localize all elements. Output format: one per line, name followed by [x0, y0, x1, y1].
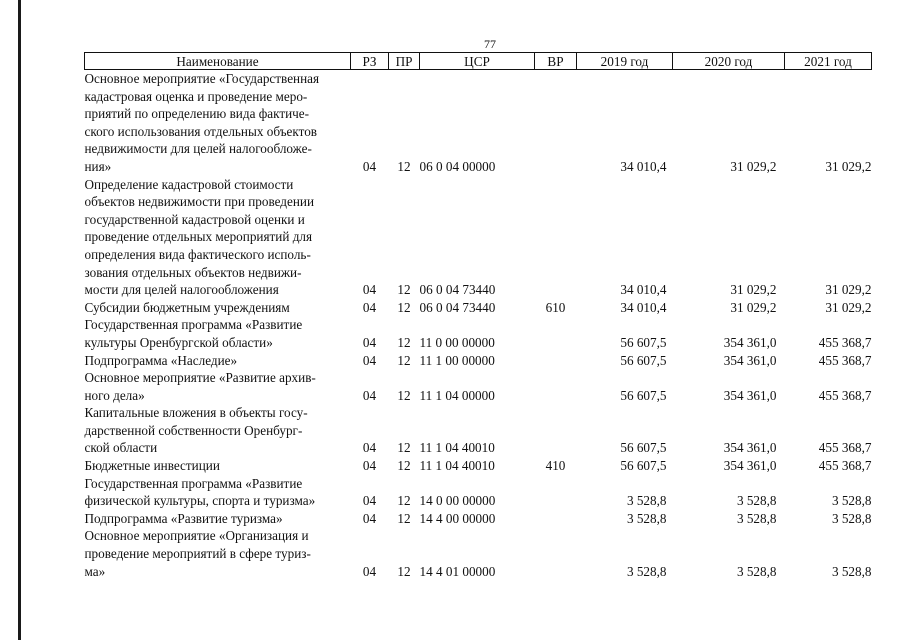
row-2020: 354 361,0 [723, 334, 777, 350]
header-csr: ЦСР [420, 53, 535, 70]
row-name-line: проведение мероприятий в сфере туриз- [84, 546, 311, 562]
table-row [85, 70, 872, 176]
row-2019: 56 607,5 [620, 334, 667, 350]
row-name [85, 352, 351, 370]
row-csr: 11 1 00 00000 [419, 352, 495, 368]
row-name-line: Подпрограмма «Наследие» [84, 352, 238, 368]
row-pr: 12 [397, 493, 411, 509]
row-vr [535, 475, 577, 510]
row-2020: 354 361,0 [723, 387, 777, 403]
header-2019: 2019 год [577, 53, 673, 70]
table-body [85, 70, 872, 581]
row-2021: 455 368,7 [818, 387, 872, 403]
row-2021: 455 368,7 [818, 334, 872, 350]
row-2021: 3 528,8 [831, 493, 872, 509]
header-vr: ВР [535, 53, 577, 70]
row-vr [535, 369, 577, 404]
table-row [85, 369, 872, 404]
table-row [85, 299, 872, 317]
table-row [85, 527, 872, 580]
row-name-line: приятий по определению вида фактиче- [84, 106, 310, 122]
row-2019: 3 528,8 [626, 510, 667, 526]
row-name [85, 70, 351, 176]
table-row [85, 352, 872, 370]
row-name-line: Основное мероприятие «Государственная [84, 71, 320, 86]
row-name-line: объектов недвижимости при проведении [84, 194, 315, 210]
page-number: 77 [484, 37, 496, 51]
row-2019: 3 528,8 [626, 563, 667, 579]
row-csr: 14 0 00 00000 [419, 493, 496, 509]
row-2019: 34 010,4 [620, 299, 667, 315]
row-csr: 11 1 04 00000 [419, 387, 495, 403]
row-rz: 04 [362, 563, 377, 579]
row-2021: 3 528,8 [831, 563, 872, 579]
row-pr: 12 [397, 440, 411, 456]
row-rz: 04 [362, 282, 377, 298]
row-rz: 04 [362, 387, 377, 403]
table-row [85, 510, 872, 528]
row-name-line: Подпрограмма «Развитие туризма» [84, 510, 283, 526]
header-rz: РЗ [351, 53, 389, 70]
row-vr: 410 [545, 458, 566, 474]
row-2020: 31 029,2 [730, 282, 777, 298]
row-rz: 04 [362, 458, 377, 474]
row-2021: 455 368,7 [818, 458, 872, 474]
row-csr: 06 0 04 00000 [419, 158, 496, 174]
row-name-line: определения вида фактического исполь- [84, 246, 311, 262]
page-left-edge [18, 0, 21, 640]
row-name-line: Основное мероприятие «Организация и [84, 528, 309, 544]
row-2019: 56 607,5 [620, 352, 667, 368]
row-rz: 04 [362, 510, 377, 526]
row-rz: 04 [362, 299, 377, 315]
row-rz: 04 [362, 334, 377, 350]
budget-table [84, 52, 872, 580]
row-pr: 12 [397, 334, 411, 350]
row-vr [535, 527, 577, 580]
row-2020: 31 029,2 [730, 299, 777, 315]
row-name-line: ского использования отдельных объектов [84, 123, 318, 139]
row-pr: 12 [397, 352, 411, 368]
row-name [85, 457, 351, 475]
row-pr: 12 [397, 299, 411, 315]
row-name-line: зования отдельных объектов недвижи- [84, 264, 302, 280]
row-name-line: недвижимости для целей налогообложе- [84, 141, 312, 157]
row-2021: 31 029,2 [825, 282, 872, 298]
row-name-line: Государственная программа «Развитие [84, 317, 303, 333]
header-name: Наименование [85, 53, 351, 70]
row-2021: 31 029,2 [825, 158, 872, 174]
row-csr: 06 0 04 73440 [419, 282, 496, 298]
row-pr: 12 [397, 510, 411, 526]
row-2019: 3 528,8 [626, 493, 667, 509]
row-vr [535, 316, 577, 351]
row-2020: 354 361,0 [723, 352, 777, 368]
row-name-line: государственной кадастровой оценки и [84, 211, 305, 227]
row-2020: 354 361,0 [723, 458, 777, 474]
header-pr: ПР [389, 53, 420, 70]
row-name-line: культуры Оренбургской области» [84, 334, 273, 350]
row-vr [535, 70, 577, 176]
row-name [85, 527, 351, 580]
row-rz: 04 [362, 493, 377, 509]
row-vr [535, 404, 577, 457]
row-rz: 04 [362, 440, 377, 456]
row-name-line: ма» [84, 563, 106, 579]
row-csr: 14 4 01 00000 [419, 563, 496, 579]
row-2019: 34 010,4 [620, 282, 667, 298]
table-row [85, 404, 872, 457]
row-name-line: Определение кадастровой стоимости [84, 176, 294, 192]
row-name-line: Бюджетные инвестиции [84, 458, 220, 474]
row-rz: 04 [362, 352, 377, 368]
row-2020: 354 361,0 [723, 440, 777, 456]
row-name-line: ской области [84, 440, 158, 456]
row-csr: 11 1 04 40010 [419, 440, 495, 456]
row-name [85, 475, 351, 510]
table-row [85, 316, 872, 351]
table-row [85, 176, 872, 299]
table-row [85, 475, 872, 510]
row-name [85, 369, 351, 404]
row-2021: 3 528,8 [831, 510, 872, 526]
row-name-line: Субсидии бюджетным учреждениям [84, 299, 290, 315]
row-name-line: Капитальные вложения в объекты госу- [84, 405, 308, 421]
row-2020: 3 528,8 [736, 510, 777, 526]
row-pr: 12 [397, 282, 411, 298]
row-2019: 56 607,5 [620, 440, 667, 456]
row-2019: 56 607,5 [620, 458, 667, 474]
row-name [85, 299, 351, 317]
row-name-line: физической культуры, спорта и туризма» [84, 493, 316, 509]
row-pr: 12 [397, 158, 411, 174]
row-name-line: проведение отдельных мероприятий для [84, 229, 313, 245]
row-vr [535, 510, 577, 528]
table-header-row [85, 53, 872, 70]
row-csr: 11 0 00 00000 [419, 334, 495, 350]
row-2019: 56 607,5 [620, 387, 667, 403]
row-vr [535, 352, 577, 370]
row-2019: 34 010,4 [620, 158, 667, 174]
row-pr: 12 [397, 563, 411, 579]
row-vr [535, 176, 577, 299]
row-name [85, 510, 351, 528]
row-name [85, 404, 351, 457]
row-2020: 3 528,8 [736, 563, 777, 579]
row-csr: 06 0 04 73440 [419, 299, 496, 315]
row-name-line: кадастровая оценка и проведение меро- [84, 88, 308, 104]
row-2021: 455 368,7 [818, 352, 872, 368]
header-2021: 2021 год [785, 53, 872, 70]
header-2020: 2020 год [673, 53, 785, 70]
row-name-line: дарственной собственности Оренбург- [84, 422, 303, 438]
row-name-line: Государственная программа «Развитие [84, 475, 303, 491]
row-pr: 12 [397, 458, 411, 474]
row-name-line: мости для целей налогообложения [84, 282, 279, 298]
row-pr: 12 [397, 387, 411, 403]
row-rz: 04 [362, 158, 377, 174]
table-row [85, 457, 872, 475]
row-name-line: Основное мероприятие «Развитие архив- [84, 370, 316, 386]
row-2021: 31 029,2 [825, 299, 872, 315]
row-2021: 455 368,7 [818, 440, 872, 456]
row-csr: 11 1 04 40010 [419, 458, 495, 474]
row-2020: 3 528,8 [736, 493, 777, 509]
row-name-line: ния» [84, 158, 112, 174]
row-name [85, 316, 351, 351]
row-name-line: ного дела» [84, 387, 145, 403]
row-2020: 31 029,2 [730, 158, 777, 174]
row-vr: 610 [545, 299, 566, 315]
row-name [85, 176, 351, 299]
row-csr: 14 4 00 00000 [419, 510, 496, 526]
